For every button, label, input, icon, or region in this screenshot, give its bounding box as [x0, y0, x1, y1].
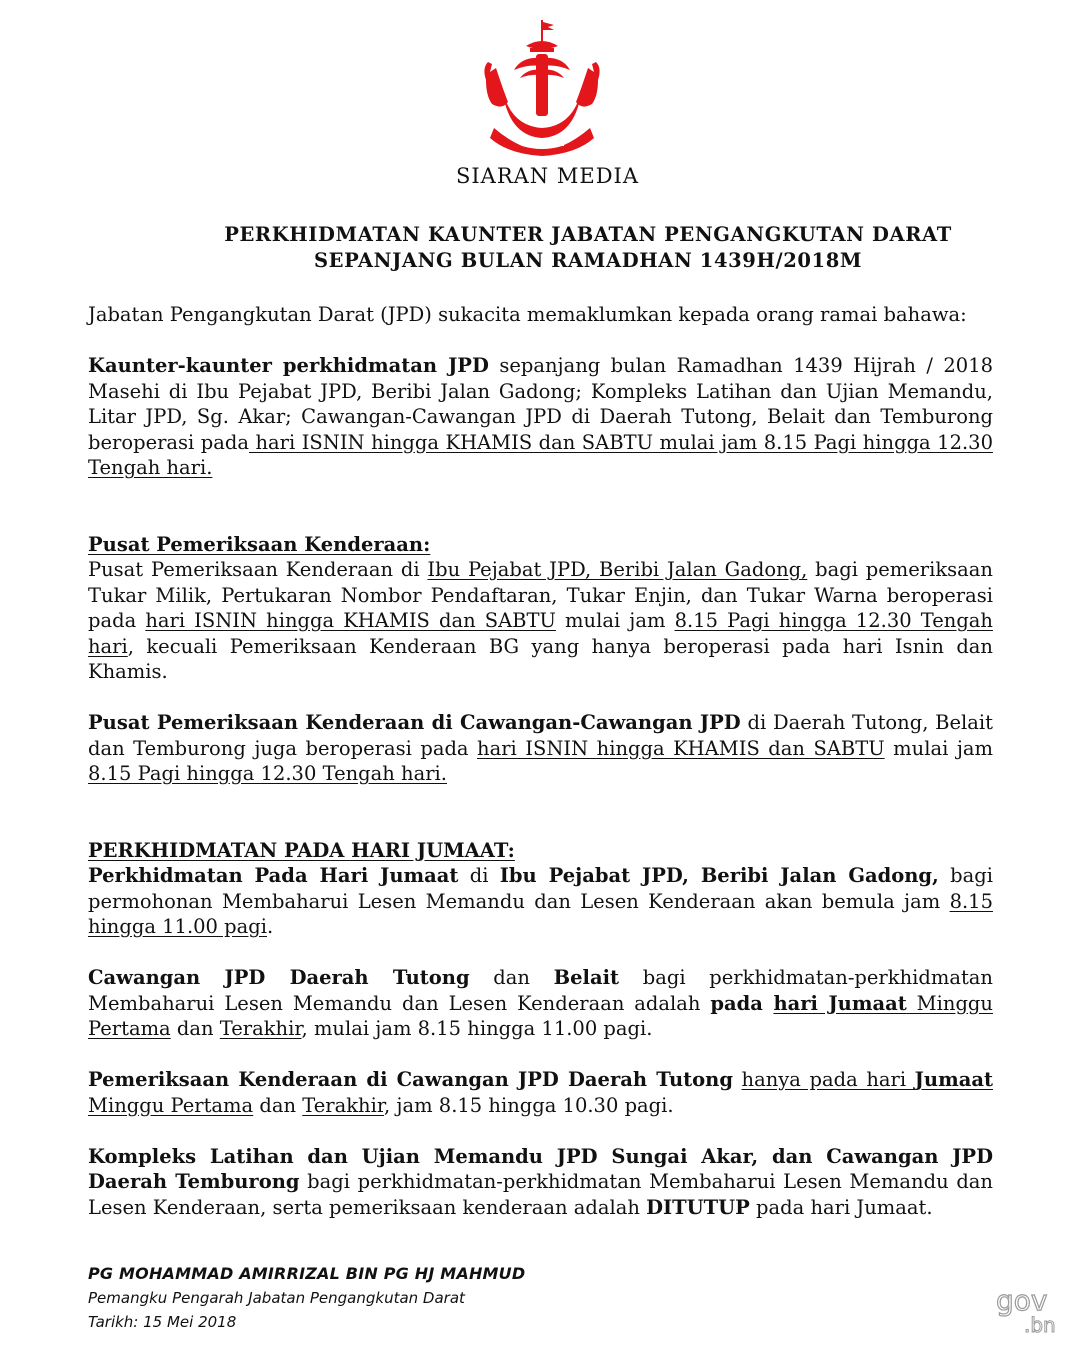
- text: , kecuali Pemeriksaan Kenderaan BG yang hanya beroperasi pada hari Isnin dan Khamis.: [88, 634, 993, 683]
- bold-text: pada: [710, 991, 774, 1015]
- title-line-1: PERKHIDMATAN KAUNTER JABATAN PENGANGKUTAN DARAT: [224, 223, 952, 246]
- text: di: [458, 864, 500, 887]
- friday-heading: [88, 838, 993, 864]
- signature-date: Tarikh: 15 Mei 2018: [88, 1313, 237, 1331]
- bold-text: Ibu Pejabat JPD, Beribi Jalan Gadong,: [499, 864, 939, 887]
- friday-paragraph-3: [88, 1067, 993, 1118]
- text: bagi permohonan Membaharui Lesen Memandu dan Lesen Kenderaan akan bemula jam: [88, 864, 993, 913]
- underlined-text: Minggu Pertama: [88, 1093, 254, 1117]
- underlined-text: Ibu Pejabat JPD, Beribi Jalan Gadong,: [427, 558, 808, 581]
- inspection-paragraph: [88, 557, 993, 685]
- friday-paragraph-4: [88, 1144, 993, 1221]
- counter-services-paragraph: [88, 353, 993, 481]
- underlined-text: 8.15 hingga 11.00 pagi: [88, 889, 993, 938]
- bold-text: Pemeriksaan Kenderaan di Cawangan JPD Daerah Tutong: [88, 1068, 733, 1091]
- intro-paragraph: Jabatan Pengangkutan Darat (JPD) sukacita memaklumkan kepada orang ramai bahawa:: [88, 303, 967, 326]
- text: mulai jam: [884, 736, 993, 760]
- underlined-text: Terakhir: [302, 1093, 385, 1117]
- underlined-text: hanya pada hari: [741, 1068, 915, 1091]
- underlined-text: Minggu Pertama: [88, 991, 993, 1040]
- bold-text: Cawangan JPD Daerah Tutong: [88, 966, 470, 989]
- branch-inspection-paragraph: [88, 710, 993, 787]
- document-body: [88, 302, 993, 1220]
- bold-text: Perkhidmatan Pada Hari Jumaat: [88, 864, 459, 887]
- text: dan: [253, 1093, 303, 1117]
- gov-bn-logo-icon: [994, 1284, 1064, 1336]
- section-heading: PERKHIDMATAN PADA HARI JUMAAT:: [88, 838, 515, 862]
- media-release-label: SIARAN MEDIA: [455, 164, 639, 188]
- title-line-2: SEPANJANG BULAN RAMADHAN 1439H/2018M: [313, 249, 863, 272]
- bold-text: Kaunter-kaunter perkhidmatan JPD: [88, 354, 489, 377]
- bold-text: Belait: [553, 966, 620, 989]
- text: di Daerah Tutong, Belait dan Temburong juga beroperasi pada: [88, 711, 993, 760]
- bold-text: DITUTUP: [646, 1195, 750, 1219]
- text: mulai jam: [555, 609, 675, 632]
- text: dan: [170, 1017, 220, 1040]
- text: pada hari Jumaat.: [749, 1195, 933, 1219]
- inspection-heading: [88, 532, 993, 558]
- watermark-bn-text: .bn: [1024, 1313, 1056, 1336]
- text: , jam 8.15 hingga 10.30 pagi.: [384, 1093, 674, 1117]
- watermark-gov-text: gov: [996, 1284, 1048, 1317]
- text: , mulai jam 8.15 hingga 11.00 pagi.: [301, 1017, 653, 1040]
- bold-underlined-text: hari Jumaat: [773, 991, 907, 1015]
- text: sepanjang bulan Ramadhan 1439 Hijrah / 2018 Masehi di Ibu Pejabat JPD, Beribi Jalan Gadong; Kompleks Latihan dan Ujian Memandu, Litar JPD, Sg. Akar; Cawangan-Cawangan JPD di Daerah Tutong, Belait dan Temburong beroperasi pada: [88, 354, 994, 454]
- document-title: [88, 222, 1080, 274]
- text: bagi pemeriksaan Tukar Milik, Pertukaran Nombor Pendaftaran, Tukar Enjin, dan Tukar Warna beroperasi pada: [88, 558, 993, 632]
- signature-block: [88, 1262, 525, 1334]
- bold-text: Kompleks Latihan dan Ujian Memandu JPD Sungai Akar, dan Cawangan JPD Daerah Temburong: [88, 1144, 993, 1193]
- underlined-text: hari ISNIN hingga KHAMIS dan SABTU: [145, 609, 556, 632]
- text: [733, 1068, 742, 1091]
- bold-underlined-text: Jumaat: [914, 1068, 993, 1091]
- section-heading: Pusat Pemeriksaan Kenderaan:: [88, 532, 431, 556]
- underlined-text: Terakhir: [219, 1017, 302, 1040]
- underlined-text: 8.15 Pagi hingga 12.30 Tengah hari.: [88, 762, 447, 785]
- bold-text: Pusat Pemeriksaan Kenderaan di Cawangan-Cawangan JPD: [88, 711, 741, 734]
- friday-paragraph-2: [88, 965, 993, 1042]
- text: bagi perkhidmatan-perkhidmatan Membaharui Lesen Memandu dan Lesen Kenderaan, serta pemeriksaan kenderaan adalah: [88, 1170, 993, 1219]
- text: Pusat Pemeriksaan Kenderaan di: [88, 558, 428, 581]
- friday-paragraph-1: [88, 863, 993, 940]
- text: bagi perkhidmatan-perkhidmatan Membaharui Lesen Memandu dan Lesen Kenderaan adalah: [88, 966, 993, 1015]
- text: dan: [469, 966, 554, 989]
- underlined-text: hari ISNIN hingga KHAMIS dan SABTU mulai jam 8.15 Pagi hingga 12.30 Tengah hari.: [88, 430, 993, 479]
- brunei-crest-icon: [478, 18, 606, 158]
- underlined-text: 8.15 Pagi hingga 12.30 Tengah hari: [88, 609, 993, 658]
- underlined-text: hari ISNIN hingga KHAMIS dan SABTU: [477, 736, 885, 760]
- signatory-role: Pemangku Pengarah Jabatan Pengangkutan Darat: [88, 1289, 465, 1307]
- text: .: [267, 915, 274, 938]
- signatory-name: PG MOHAMMAD AMIRRIZAL BIN PG HJ MAHMUD: [88, 1264, 526, 1283]
